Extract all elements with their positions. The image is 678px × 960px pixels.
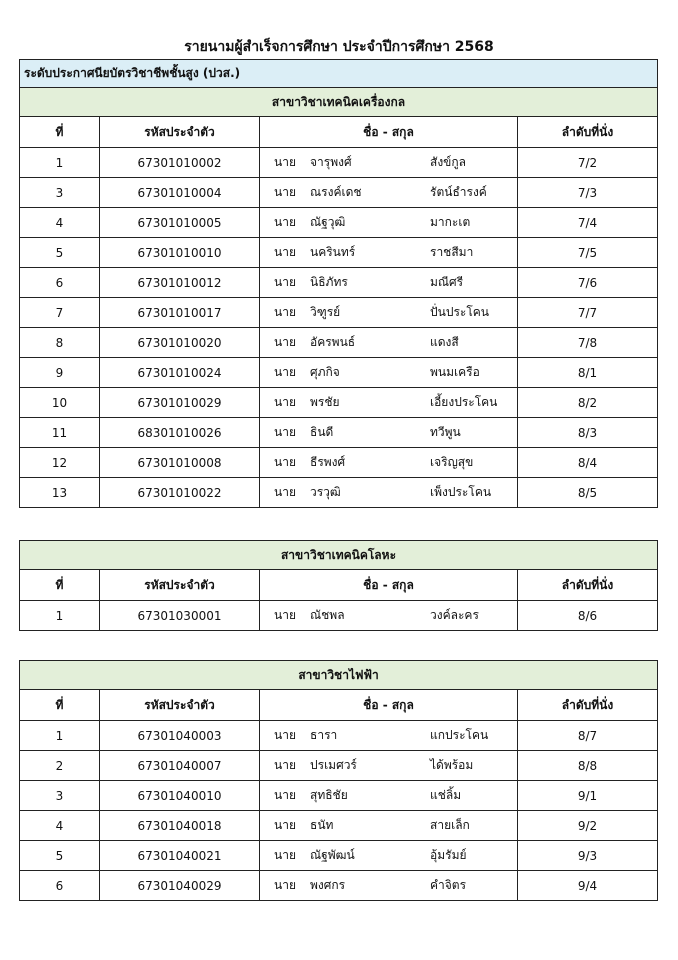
row-no: 2 [20, 751, 100, 781]
name-prefix: นาย [274, 245, 296, 259]
section-table-electrical [19, 660, 658, 901]
first-name: ธีรพงศ์ [310, 455, 346, 469]
table-row [20, 721, 658, 751]
student-name [260, 328, 518, 358]
row-no: 3 [20, 178, 100, 208]
last-name: ได้พร้อม [430, 758, 474, 772]
last-name: ราชสีมา [430, 245, 474, 259]
student-name [260, 811, 518, 841]
student-id: 67301010020 [100, 328, 260, 358]
student-id: 67301010004 [100, 178, 260, 208]
last-name: เจริญสุข [430, 455, 474, 469]
student-name [260, 268, 518, 298]
student-name [260, 178, 518, 208]
last-name: วงค์ละคร [430, 608, 479, 622]
last-name: สายเล็ก [430, 818, 470, 832]
seat-number: 8/1 [518, 358, 658, 388]
student-name [260, 721, 518, 751]
first-name: ธินดี [310, 425, 334, 439]
row-no: 3 [20, 781, 100, 811]
name-prefix: นาย [274, 305, 296, 319]
section-table-metal [19, 540, 658, 631]
last-name: มากะเต [430, 215, 471, 229]
name-prefix: นาย [274, 608, 296, 622]
name-prefix: นาย [274, 395, 296, 409]
seat-number: 9/4 [518, 871, 658, 901]
first-name: ณรงค์เดช [310, 185, 362, 199]
table-row [20, 328, 658, 358]
seat-number: 8/7 [518, 721, 658, 751]
first-name: ณัชพล [310, 608, 345, 622]
first-name: วิฑูรย์ [310, 305, 341, 319]
table-row [20, 148, 658, 178]
last-name: แดงสี [430, 335, 459, 349]
first-name: นิธิภัทร [310, 275, 348, 289]
row-no: 8 [20, 328, 100, 358]
first-name: พงศกร [310, 878, 346, 892]
row-no: 7 [20, 298, 100, 328]
row-no: 12 [20, 448, 100, 478]
seat-number: 9/3 [518, 841, 658, 871]
name-prefix: นาย [274, 365, 296, 379]
first-name: สุทธิชัย [310, 788, 348, 802]
last-name: ทวีพูน [430, 425, 461, 439]
student-name [260, 478, 518, 508]
table-row [20, 871, 658, 901]
student-id: 67301010005 [100, 208, 260, 238]
table-row [20, 601, 658, 631]
seat-number: 8/2 [518, 388, 658, 418]
seat-number: 8/5 [518, 478, 658, 508]
row-no: 11 [20, 418, 100, 448]
name-prefix: นาย [274, 155, 296, 169]
first-name: ธนัท [310, 818, 334, 832]
last-name: เอี้ยงประโคน [430, 395, 498, 409]
seat-number: 7/4 [518, 208, 658, 238]
student-name [260, 781, 518, 811]
name-prefix: นาย [274, 485, 296, 499]
student-id: 68301010026 [100, 418, 260, 448]
col-header-no: ที่ [20, 570, 100, 601]
student-id: 67301030001 [100, 601, 260, 631]
student-id: 67301010024 [100, 358, 260, 388]
table-row [20, 781, 658, 811]
seat-number: 8/4 [518, 448, 658, 478]
seat-number: 8/6 [518, 601, 658, 631]
last-name: เพ็งประโคน [430, 485, 492, 499]
row-no: 5 [20, 238, 100, 268]
col-header-no: ที่ [20, 690, 100, 721]
last-name: แช่ลิ้ม [430, 788, 462, 802]
name-prefix: นาย [274, 818, 296, 832]
table-row [20, 418, 658, 448]
table-row [20, 811, 658, 841]
name-prefix: นาย [274, 848, 296, 862]
seat-number: 8/8 [518, 751, 658, 781]
first-name: ปรเมศวร์ [310, 758, 357, 772]
row-no: 6 [20, 268, 100, 298]
branch-heading: สาขาวิชาไฟฟ้า [20, 661, 658, 690]
row-no: 1 [20, 601, 100, 631]
table-row [20, 388, 658, 418]
student-id: 67301040029 [100, 871, 260, 901]
first-name: ศุภกิจ [310, 365, 340, 379]
col-header-name: ชื่อ - สกุล [260, 117, 518, 148]
first-name: พรชัย [310, 395, 340, 409]
student-id: 67301040021 [100, 841, 260, 871]
col-header-student-id: รหัสประจำตัว [100, 690, 260, 721]
table-row [20, 841, 658, 871]
table-row [20, 178, 658, 208]
last-name: อุ้มรัมย์ [430, 848, 467, 862]
seat-number: 9/1 [518, 781, 658, 811]
table-row [20, 268, 658, 298]
last-name: ปั่นประโคน [430, 305, 490, 319]
first-name: วรวุฒิ [310, 485, 341, 499]
last-name: รัตน์ธำรงค์ [430, 185, 487, 199]
col-header-name: ชื่อ - สกุล [260, 570, 518, 601]
seat-number: 7/5 [518, 238, 658, 268]
seat-number: 7/7 [518, 298, 658, 328]
student-name [260, 448, 518, 478]
seat-number: 9/2 [518, 811, 658, 841]
student-id: 67301040010 [100, 781, 260, 811]
name-prefix: นาย [274, 788, 296, 802]
branch-heading: สาขาวิชาเทคนิคเครื่องกล [20, 88, 658, 117]
student-name [260, 358, 518, 388]
seat-number: 7/3 [518, 178, 658, 208]
student-id: 67301010022 [100, 478, 260, 508]
student-id: 67301040007 [100, 751, 260, 781]
col-header-student-id: รหัสประจำตัว [100, 570, 260, 601]
row-no: 10 [20, 388, 100, 418]
first-name: ธารา [310, 728, 338, 742]
name-prefix: นาย [274, 215, 296, 229]
name-prefix: นาย [274, 878, 296, 892]
student-id: 67301010012 [100, 268, 260, 298]
row-no: 1 [20, 148, 100, 178]
row-no: 13 [20, 478, 100, 508]
first-name: นครินทร์ [310, 245, 356, 259]
row-no: 6 [20, 871, 100, 901]
student-name [260, 238, 518, 268]
last-name: พนมเครือ [430, 365, 480, 379]
name-prefix: นาย [274, 275, 296, 289]
seat-number: 7/6 [518, 268, 658, 298]
col-header-no: ที่ [20, 117, 100, 148]
seat-number: 7/8 [518, 328, 658, 358]
row-no: 1 [20, 721, 100, 751]
seat-number: 8/3 [518, 418, 658, 448]
name-prefix: นาย [274, 425, 296, 439]
student-name [260, 388, 518, 418]
last-name: มณีศรี [430, 275, 464, 289]
student-name [260, 871, 518, 901]
row-no: 5 [20, 841, 100, 871]
student-id: 67301040018 [100, 811, 260, 841]
col-header-seat: ลำดับที่นั่ง [518, 570, 658, 601]
student-id: 67301010029 [100, 388, 260, 418]
branch-heading: สาขาวิชาเทคนิคโลหะ [20, 541, 658, 570]
student-id: 67301010017 [100, 298, 260, 328]
col-header-seat: ลำดับที่นั่ง [518, 690, 658, 721]
section-table-mechanical [19, 59, 658, 508]
student-id: 67301010010 [100, 238, 260, 268]
first-name: ณัฐวุฒิ [310, 215, 346, 229]
col-header-seat: ลำดับที่นั่ง [518, 117, 658, 148]
table-row [20, 478, 658, 508]
name-prefix: นาย [274, 758, 296, 772]
page-title: รายนามผู้สำเร็จการศึกษา ประจำปีการศึกษา 2568 [184, 39, 494, 55]
student-name [260, 841, 518, 871]
row-no: 4 [20, 811, 100, 841]
student-name [260, 601, 518, 631]
row-no: 4 [20, 208, 100, 238]
table-row [20, 448, 658, 478]
last-name: คำจิตร [430, 878, 467, 892]
name-prefix: นาย [274, 455, 296, 469]
last-name: สังข์กูล [430, 155, 467, 169]
student-name [260, 298, 518, 328]
student-name [260, 418, 518, 448]
student-id: 67301010008 [100, 448, 260, 478]
table-row [20, 298, 658, 328]
col-header-name: ชื่อ - สกุล [260, 690, 518, 721]
student-id: 67301040003 [100, 721, 260, 751]
last-name: แกประโคน [430, 728, 489, 742]
first-name: จารุพงศ์ [310, 155, 352, 169]
level-heading: ระดับประกาศนียบัตรวิชาชีพชั้นสูง (ปวส.) [20, 60, 658, 88]
table-row [20, 358, 658, 388]
name-prefix: นาย [274, 335, 296, 349]
name-prefix: นาย [274, 728, 296, 742]
student-name [260, 208, 518, 238]
student-name [260, 751, 518, 781]
student-id: 67301010002 [100, 148, 260, 178]
seat-number: 7/2 [518, 148, 658, 178]
table-row [20, 208, 658, 238]
table-row [20, 751, 658, 781]
row-no: 9 [20, 358, 100, 388]
first-name: ณัฐพัฒน์ [310, 848, 355, 862]
table-row [20, 238, 658, 268]
col-header-student-id: รหัสประจำตัว [100, 117, 260, 148]
name-prefix: นาย [274, 185, 296, 199]
first-name: อัครพนธ์ [310, 335, 356, 349]
student-name [260, 148, 518, 178]
